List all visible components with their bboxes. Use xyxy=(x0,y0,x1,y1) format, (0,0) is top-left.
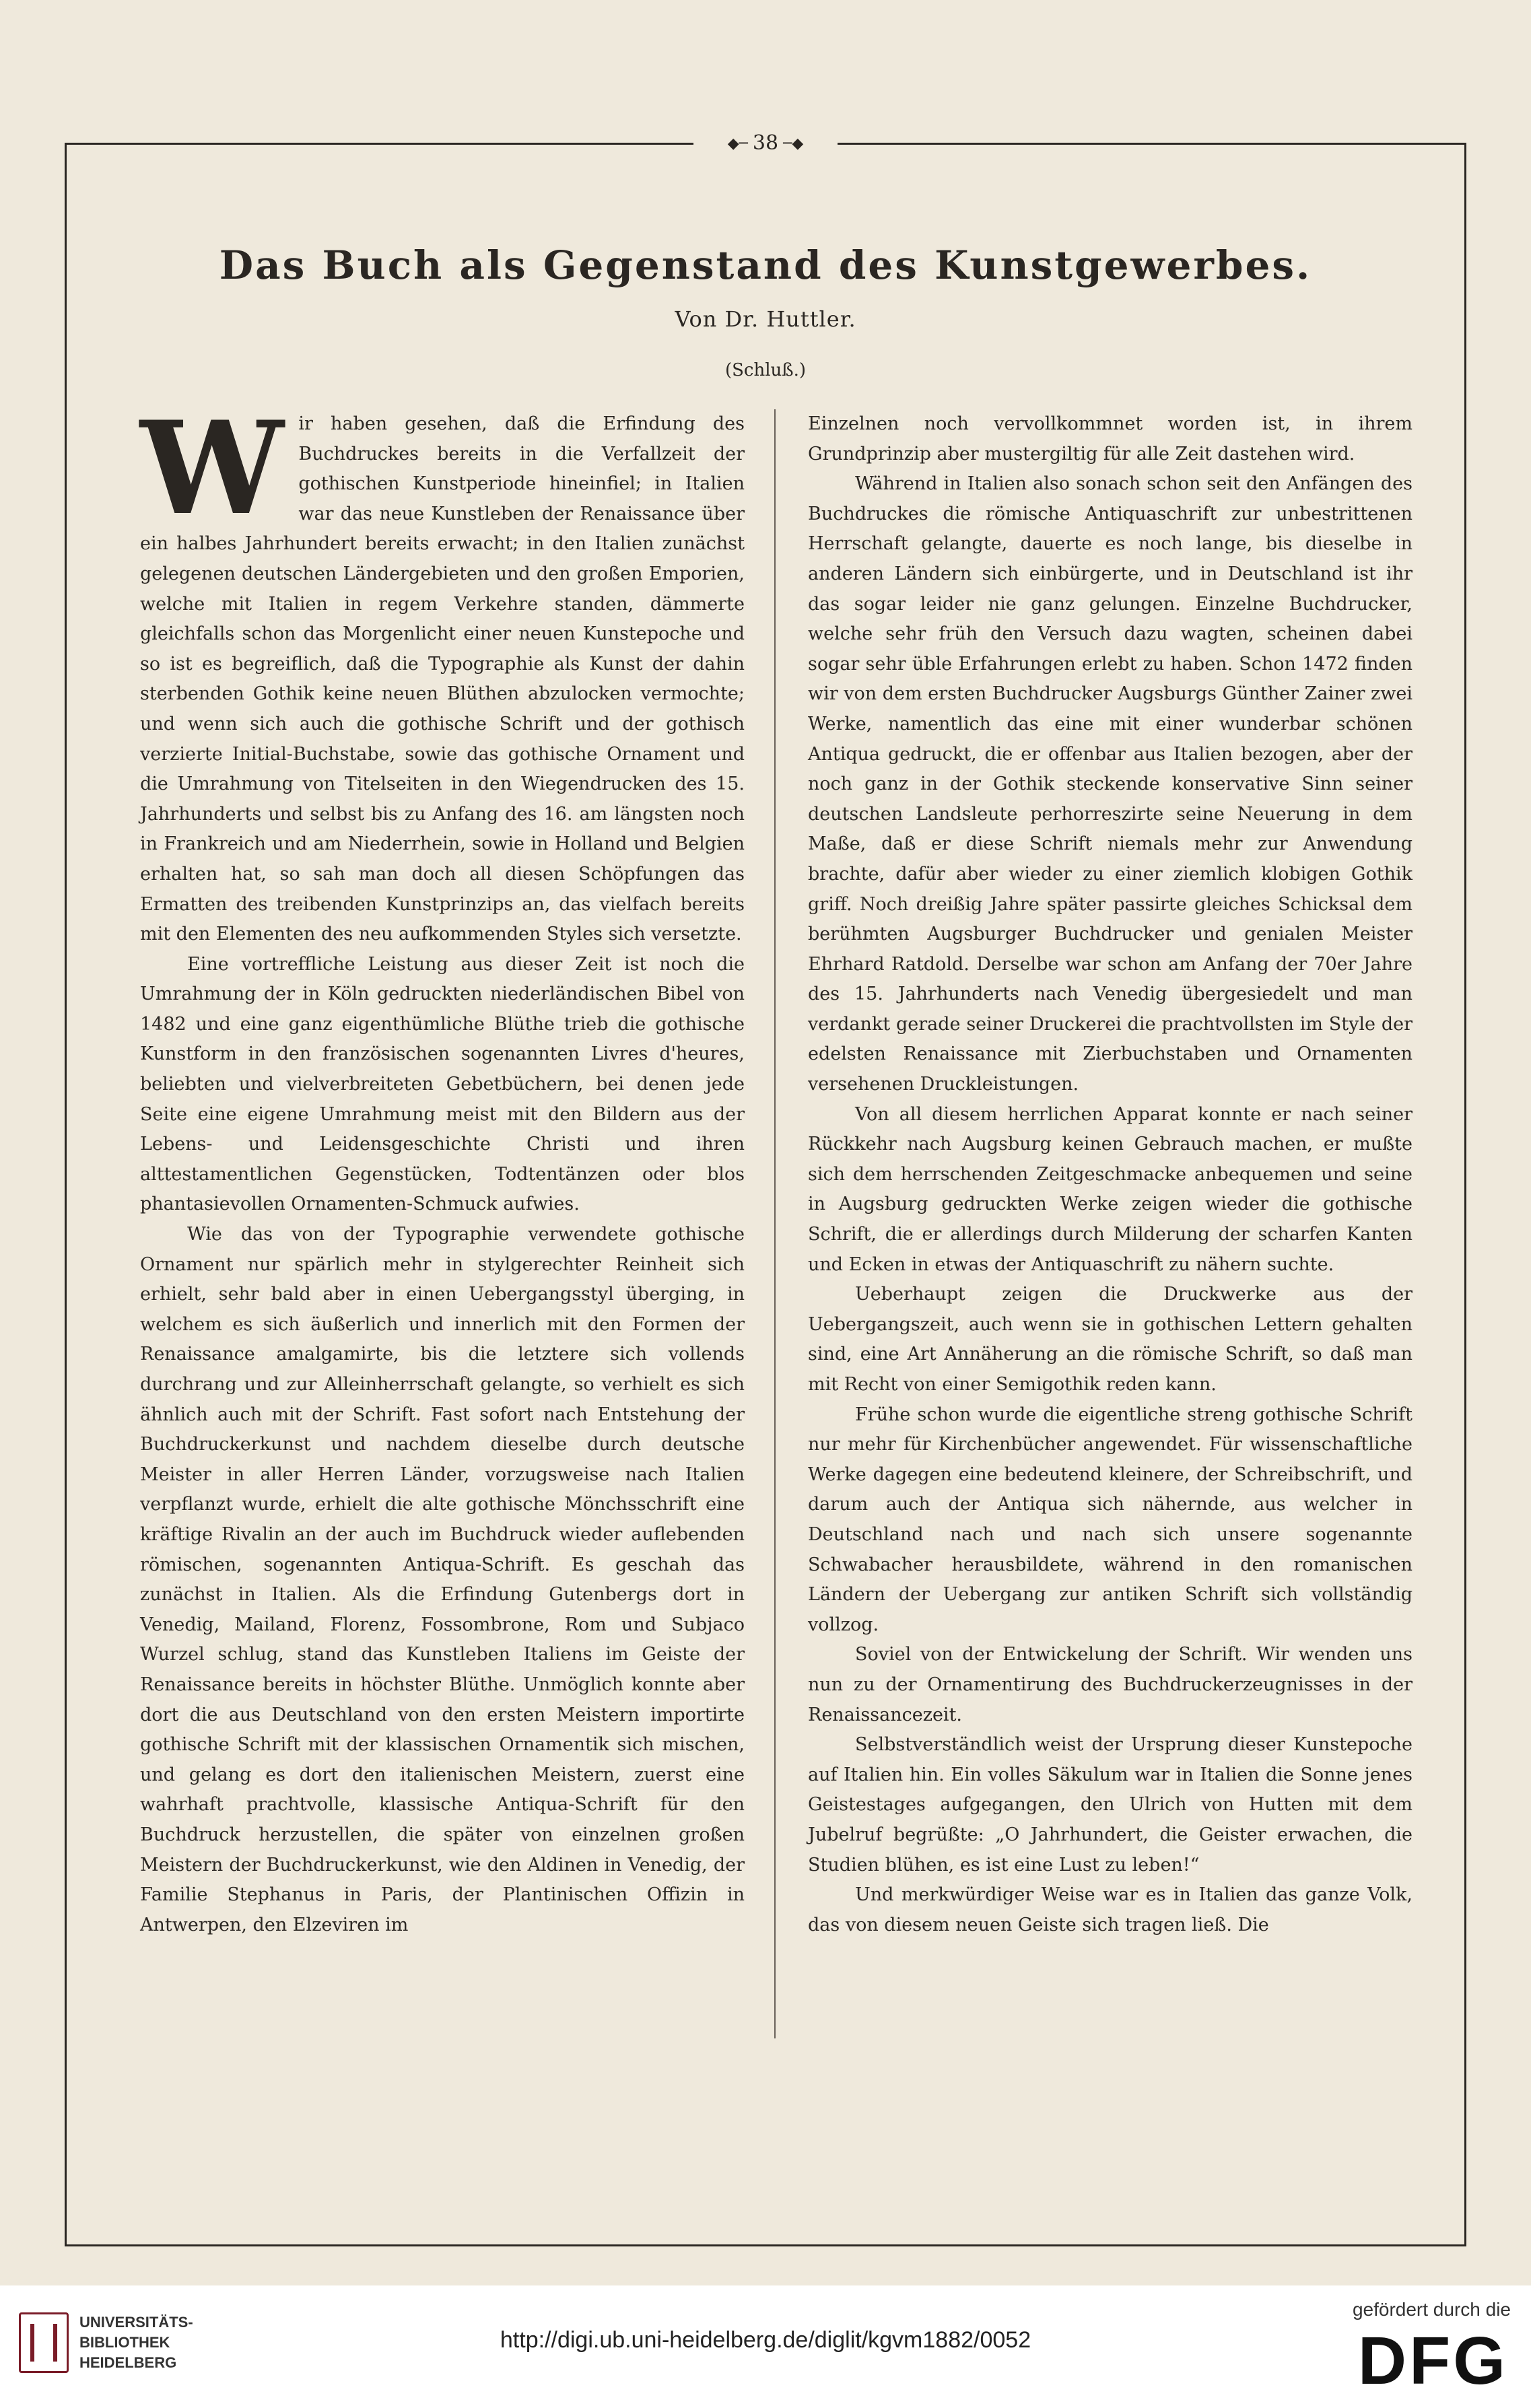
page-number: 38 xyxy=(752,131,779,155)
paragraph-text: ir haben gesehen, daß die Erfindung des Buchdruckes bereits in die Verfallzeit der gothischen Kunstperiode hineinfiel; in Italien war das neue Kunstleben der Renaissance über ein halbes Jahrhundert bereits erwacht; in den Italien zunächst gelegenen deutschen Ländergebieten und den großen Emporien, welche mit Italien in regem Verkehre standen, dämmerte gleichfalls schon das Morgenlicht einer neuen Kunstepoche und so ist es begreiflich, daß die Typographie als Kunst der dahin sterbenden Gothik keine neuen Blüthen abzulocken vermochte; und wenn sich auch die gothische Schrift und der gothisch verzierte Initial-Buchstabe, sowie das gothische Ornament und die Umrahmung von Titelseiten in den Wiegendrucken des 15. Jahrhunderts und selbst bis zu Anfang des 16. am längsten noch in Frankreich und am Niederrhein, sowie in Holland und Belgien erhalten hat, so sah man doch all diesen Schöpfungen das Ermatten des treibenden Kunstprinzips an, das vielfach bereits mit den Elementen des neu aufkommenden Styles sich versetzte. xyxy=(140,413,745,945)
library-name-line: UNIVERSITÄTS- xyxy=(79,2314,193,2331)
library-name-line: BIBLIOTHEK xyxy=(79,2334,170,2351)
article-byline: Von Dr. Huttler. xyxy=(675,306,856,332)
paragraph: Von all diesem herrlichen Apparat konnte er nach seiner Rückkehr nach Augsburg keinen Gebrauch machen, er mußte sich dem herrschenden Zeitgeschmacke anbequemen und seine in Augsburg gedruckten Werke zeigen wieder die gothische Schrift, die er allerdings durch Milderung der scharfen Kanten und Ecken in etwas der Antiquaschrift zu nähern suchte. xyxy=(808,1103,1413,1275)
paragraph: Eine vortreffliche Leistung aus dieser Zeit ist noch die Umrahmung der in Köln gedruckten niederländischen Bibel von 1482 und eine ganz eigenthümliche Blüthe trieb die gothische Kunstform in den französischen sogenannten Livres d'heures, beliebten und vielverbreiteten Gebetbüchern, bei denen jede Seite eine eigene Umrahmung meist mit den Bildern aus der Lebens- und Leidensgeschichte Christi und ihren alttestamentlichen Gegenstücken, Todtentänzen oder blos phantasievollen Ornamenten-Schmuck aufwies. xyxy=(140,953,745,1215)
paragraph: Während in Italien also sonach schon seit den Anfängen des Buchdruckes die römische Antiquaschrift zur unbestrittenen Herrschaft gelangte, dauerte es noch lange, bis dieselbe in anderen Ländern sich einbürgerte, und in Deutschland ist ihr das sogar leider nie ganz gelungen. Einzelne Buchdrucker, welche sehr früh den Versuch dazu wagten, scheinen dabei sogar sehr üble Erfahrungen erlebt zu haben. Schon 1472 finden wir von dem ersten Buchdrucker Augsburgs Günther Zainer zwei Werke, namentlich das eine mit einer wunderbar schönen Antiqua gedruckt, die er offenbar aus Italien bezogen, aber der noch ganz in der Gothik steckende konservative Sinn seiner deutschen Landsleute perhorreszirte seine Neuerung in dem Maße, daß er diese Schrift niemals mehr zur Anwendung brachte, dafür aber wieder zu einer ziemlich klobigen Gothik griff. Noch dreißig Jahre später passirte gleiches Schicksal dem berühmten Augsburger Buchdrucker und genialen Meister Ehrhard Ratdold. Derselbe war schon am Anfang der 70er Jahre des 15. Jahrhunderts nach Venedig übergesiedelt und man verdankt gerade seiner Druckerei die prachtvollsten im Style der edelsten Renaissance mit Zierbuchstaben und Ornamenten versehenen Druckleistungen. xyxy=(808,473,1413,1095)
drop-cap: W xyxy=(140,393,284,543)
paragraph: Frühe schon wurde die eigentliche streng gothische Schrift nur mehr für Kirchenbücher angewendet. Für wissenschaftliche Werke dagegen eine bedeutend kleinere, der Schreibschrift, und darum auch der Antiqua sich nähernde, aus welcher in Deutschland nach und nach sich unsere sogenannte Schwabacher herausbildete, während in den romanischen Ländern der Uebergang zur antiken Schrift sich vollständig vollzog. xyxy=(808,1404,1413,1635)
ornament-left-icon: ◆─ xyxy=(727,135,753,152)
left-column xyxy=(140,393,745,1940)
dfg-logo[interactable]: DFG xyxy=(1357,2323,1508,2399)
paragraph: Wie das von der Typographie verwendete gothische Ornament nur spärlich mehr in stylgerechter Reinheit sich erhielt, sehr bald aber in einen Uebergangsstyl überging, in welchem es sich äußerlich und innerlich mit den Formen der Renaissance amalgamirte, bis die letztere sich vollends durchrang und zur Alleinherrschaft gelangte, so verhielt es sich ähnlich auch mit der Schrift. Fast sofort nach Entstehung der Buchdruckerkunst und nachdem dieselbe durch deutsche Meister in aller Herren Länder, vorzugsweise nach Italien verpflanzt wurde, erhielt die alte gothische Mönchsschrift eine kräftige Rivalin an der auch im Buchdruck wieder auflebenden römischen, sogenannten Antiqua-Schrift. Es geschah das zunächst in Italien. Als die Erfindung Gutenbergs dort in Venedig, Mailand, Florenz, Fossombrone, Rom und Subjaco Wurzel schlug, stand das Kunstleben Italiens im Geiste der Renaissance bereits in höchster Blüthe. Unmöglich konnte aber dort die aus Deutschland von den ersten Meistern importirte gothische Schrift mit der klassischen Ornamentik sich mischen, und gelang es dort den italienischen Meistern, zuerst eine wahrhaft prachtvolle, klassische Antiqua-Schrift für den Buchdruck herzustellen, die später von einzelnen großen Meistern der Buchdruckerkunst, wie den Aldinen in Venedig, der Familie Stephanus in Paris, der Plantinischen Offizin in Antwerpen, den Elzeviren im xyxy=(140,1224,745,1935)
article-title: Das Buch als Gegenstand des Kunstgewerbes. xyxy=(219,242,1312,288)
paragraph: Und merkwürdiger Weise war es in Italien das ganze Volk, das von diesem neuen Geiste sich tragen ließ. Die xyxy=(808,1884,1413,1935)
ornament-right-icon: ─◆ xyxy=(778,135,804,152)
paragraph xyxy=(140,393,745,950)
paragraph: Ueberhaupt zeigen die Druckwerke aus der Uebergangszeit, auch wenn sie in gothischen Lettern gehalten sind, eine Art Annäherung an die römische Schrift, so daß man mit Recht von einer Semigothik reden kann. xyxy=(808,1284,1413,1395)
paragraph: Selbstverständlich weist der Ursprung dieser Kunstepoche auf Italien hin. Ein volles Säkulum war in Italien die Sonne jenes Geistestages aufgegangen, den Ulrich von Hutten mit dem Jubelruf begrüßte: „O Jahrhundert, die Geister erwachen, die Studien blühen, es ist eine Lust zu leben!“ xyxy=(808,1734,1413,1876)
library-name-line: HEIDELBERG xyxy=(79,2354,177,2371)
paragraph: Soviel von der Entwickelung der Schrift. Wir wenden uns nun zu der Ornamentirung des Buchdruckerzeugnisses in der Renaissancezeit. xyxy=(808,1644,1413,1725)
paragraph: Einzelnen noch vervollkommnet worden ist, in ihrem Grundprinzip aber mustergiltig für alle Zeit dastehen wird. xyxy=(808,413,1413,465)
funding-text: gefördert durch die xyxy=(1352,2299,1511,2320)
page-number-box xyxy=(693,132,838,155)
viewer-footer xyxy=(0,2285,1531,2408)
article-note: (Schluß.) xyxy=(724,360,807,380)
right-column xyxy=(808,409,1413,1940)
permalink-url[interactable]: http://digi.ub.uni-heidelberg.de/diglit/kgvm1882/0052 xyxy=(500,2327,1031,2353)
column-divider xyxy=(774,409,776,2038)
